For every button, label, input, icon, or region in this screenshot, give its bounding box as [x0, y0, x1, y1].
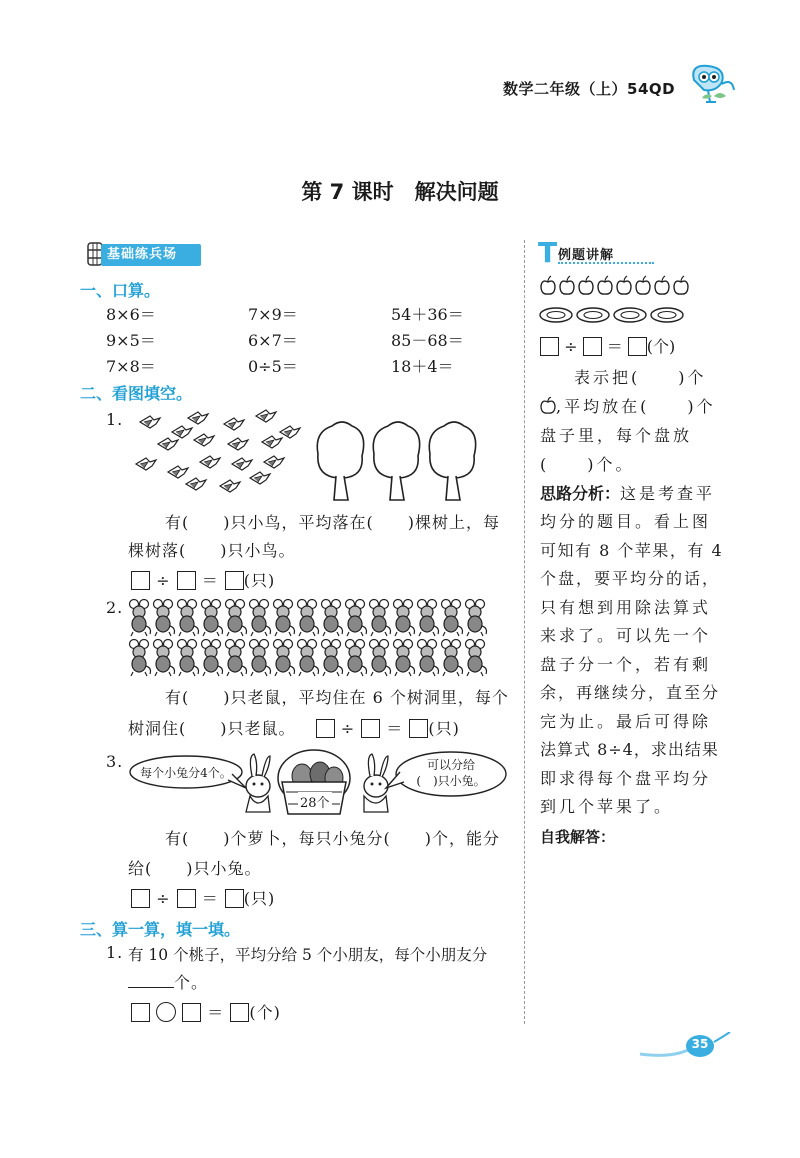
answer-box[interactable] — [361, 719, 380, 738]
mouse-icon — [394, 600, 415, 637]
plates-row — [538, 305, 698, 325]
self-answer-label: 自我解答： — [540, 828, 616, 846]
analysis-label: 思路分析： — [540, 484, 621, 503]
example-line: 表示把( )个 — [574, 368, 707, 387]
oral-item: 8×6＝ — [106, 305, 156, 324]
section-badge — [85, 244, 203, 266]
apple-icon — [541, 276, 555, 294]
apple-icon — [598, 276, 612, 294]
mouse-icon — [202, 600, 223, 637]
t-letter-icon: T — [538, 236, 558, 269]
answer-box[interactable] — [628, 337, 647, 356]
example-badge-label: 例题讲解 — [558, 248, 615, 263]
bird-icon — [188, 412, 208, 424]
bird-icon — [220, 480, 240, 492]
bird-icon — [194, 434, 214, 446]
mouse-icon — [250, 600, 271, 637]
bird-icon — [136, 458, 156, 470]
analysis-line: 到几个苹果了。 — [540, 797, 674, 816]
q3-text-line2: 给( )只小兔。 — [128, 859, 262, 878]
mouse-icon — [154, 640, 175, 677]
oral-item: 54＋36＝ — [391, 305, 464, 324]
q2-text-line1: 有( )只老鼠，平均住在 6 个树洞里，每个 — [165, 688, 509, 707]
bird-icon — [250, 472, 270, 484]
oral-title: 一、口算。 — [80, 281, 161, 300]
mouse-icon — [322, 600, 343, 637]
trees-illustration — [312, 418, 482, 502]
analysis-line: 即求得每个盘平均分 — [540, 769, 712, 788]
header-subject: 数学二年级（上）54QD — [503, 80, 676, 98]
mouse-icon — [130, 640, 151, 677]
look-fill-title: 二、看图填空。 — [80, 384, 193, 403]
plate-icon — [614, 308, 646, 322]
analysis-line: 来求了。可以先一个 — [540, 626, 712, 645]
oral-item: 9×5＝ — [106, 331, 156, 350]
example-badge — [538, 236, 658, 269]
mouse-icon — [298, 640, 319, 677]
q1-text-line2: 棵树落( )只小鸟。 — [128, 541, 296, 560]
bubble-right-text-2: ( )只小兔。 — [416, 774, 486, 788]
example-line: 盘子里，每个盘放 — [540, 426, 693, 445]
example-equation: ÷ ＝ (个) — [540, 334, 675, 357]
mouse-icon — [394, 640, 415, 677]
apple-icon — [540, 396, 556, 425]
bird-icon — [256, 410, 276, 422]
answer-box[interactable] — [131, 889, 150, 908]
bird-icon — [140, 416, 160, 428]
apple-icon — [636, 276, 650, 294]
mouse-icon — [466, 600, 487, 637]
oral-item: 7×9＝ — [248, 305, 298, 324]
answer-box[interactable] — [225, 889, 244, 908]
birds-illustration — [128, 408, 308, 498]
analysis-line: 完为止。最后可得除 — [540, 712, 712, 731]
bird-icon — [232, 458, 252, 470]
bird-icon — [172, 426, 192, 438]
mouse-icon — [346, 600, 367, 637]
mouse-icon — [346, 640, 367, 677]
answer-box[interactable] — [177, 571, 196, 590]
answer-box[interactable] — [131, 571, 150, 590]
q3-illustration — [128, 748, 508, 818]
answer-box[interactable] — [540, 337, 559, 356]
mouse-icon — [298, 600, 319, 637]
calc-q1-line1: 有 10 个桃子，平均分给 5 个小朋友，每个小朋友分 — [128, 946, 488, 964]
oral-item: 6×7＝ — [248, 331, 298, 350]
bird-icon — [186, 478, 206, 490]
mouse-icon — [322, 640, 343, 677]
apple-icon — [655, 276, 669, 294]
calc-q1-equation: ＝ (个) — [131, 1000, 281, 1023]
operator-circle[interactable] — [156, 1002, 176, 1022]
calc-q1-line2: 个。 — [128, 970, 208, 993]
q1-text-line1: 有( )只小鸟，平均落在( )棵树上，每 — [165, 513, 500, 532]
mascot-logo-icon — [686, 60, 738, 106]
analysis-line: 思路分析：这是考查平 — [540, 484, 716, 503]
mouse-icon — [418, 600, 439, 637]
answer-box[interactable] — [177, 889, 196, 908]
mouse-icon — [178, 600, 199, 637]
mouse-icon — [130, 600, 151, 637]
bird-icon — [168, 466, 188, 478]
oral-row — [106, 328, 526, 348]
bird-icon — [228, 438, 248, 450]
bird-icon — [224, 418, 244, 430]
mouse-icon — [274, 640, 295, 677]
apple-icon — [579, 276, 593, 294]
q2-text-line2: 树洞住( )只老鼠。 ÷ ＝ (只) — [128, 719, 460, 738]
plate-icon — [540, 308, 572, 322]
answer-box[interactable] — [583, 337, 602, 356]
mouse-icon — [202, 640, 223, 677]
mouse-icon — [442, 640, 463, 677]
bird-icon — [158, 438, 178, 450]
oral-item: 85－68＝ — [391, 331, 464, 350]
mouse-icon — [442, 600, 463, 637]
analysis-line: 只有想到用除法算式 — [540, 598, 712, 617]
plate-icon — [577, 308, 609, 322]
q3-equation: ÷ ＝ (只) — [131, 886, 275, 909]
oral-row — [106, 302, 526, 322]
mouse-icon — [226, 600, 247, 637]
oral-item: 0÷5＝ — [248, 357, 298, 376]
mouse-icon — [370, 640, 391, 677]
analysis-line: 均分的题目。看上图 — [540, 512, 712, 531]
page-number: 35 — [691, 1037, 709, 1051]
answer-box[interactable] — [131, 1003, 150, 1022]
q2-number: 2. — [106, 598, 124, 617]
calc-fill-title: 三、算一算，填一填。 — [80, 920, 241, 939]
bubble-right-text-1: 可以分给 — [426, 758, 475, 772]
example-line: ,平均放在( )个 — [540, 393, 716, 425]
mice-illustration — [128, 598, 493, 678]
mouse-icon — [154, 600, 175, 637]
answer-box[interactable] — [225, 571, 244, 590]
mouse-icon — [226, 640, 247, 677]
bird-icon — [262, 436, 282, 448]
basket-label: 28个 — [298, 792, 332, 811]
mouse-icon — [370, 600, 391, 637]
page-title: 第 7 课时 解决问题 — [301, 180, 499, 204]
q1-equation: ÷ ＝ (只) — [131, 568, 275, 591]
plate-icon — [651, 308, 683, 322]
mouse-icon — [418, 640, 439, 677]
apple-icon — [674, 276, 688, 294]
mouse-icon — [274, 600, 295, 637]
page-number-decoration — [640, 1032, 740, 1060]
oral-item: 7×8＝ — [106, 357, 156, 376]
answer-box[interactable] — [316, 719, 335, 738]
mouse-icon — [250, 640, 271, 677]
analysis-line: 法算式 8÷4，求出结果 — [540, 740, 719, 759]
analysis-line: 个盘，要平均分的话， — [540, 569, 721, 588]
calc-q1-number: 1. — [106, 943, 124, 962]
rabbit-icon — [364, 754, 388, 812]
analysis-line: 可知有 8 个苹果，有 4 — [540, 541, 724, 560]
q3-text-line1: 有( )个萝卜，每只小兔分( )个，能分 — [165, 829, 500, 848]
bubble-left-text: 每个小兔分4个。 — [140, 766, 232, 780]
mouse-icon — [466, 640, 487, 677]
answer-blank[interactable] — [128, 987, 174, 988]
analysis-line: 盘子分一个，若有剩 — [540, 655, 712, 674]
oral-row — [106, 354, 526, 374]
answer-box[interactable] — [409, 719, 428, 738]
tree-icon — [317, 422, 363, 500]
apple-icon — [617, 276, 631, 294]
q3-number: 3. — [106, 752, 124, 771]
q1-number: 1. — [106, 410, 124, 429]
bird-icon — [264, 456, 284, 468]
example-line: ( )个。 — [540, 455, 635, 474]
answer-box[interactable] — [182, 1003, 201, 1022]
tree-icon — [429, 422, 475, 500]
apples-row — [538, 274, 698, 298]
oral-item: 18＋4＝ — [391, 357, 454, 376]
mouse-icon — [178, 640, 199, 677]
bird-icon — [280, 426, 300, 438]
analysis-line: 余，再继续分，直至分 — [540, 683, 721, 702]
answer-box[interactable] — [230, 1003, 249, 1022]
section-badge-label: 基础练兵场 — [101, 244, 201, 266]
apple-icon — [560, 276, 574, 294]
rabbit-icon — [246, 754, 270, 812]
tree-icon — [373, 422, 419, 500]
bird-icon — [200, 456, 220, 468]
